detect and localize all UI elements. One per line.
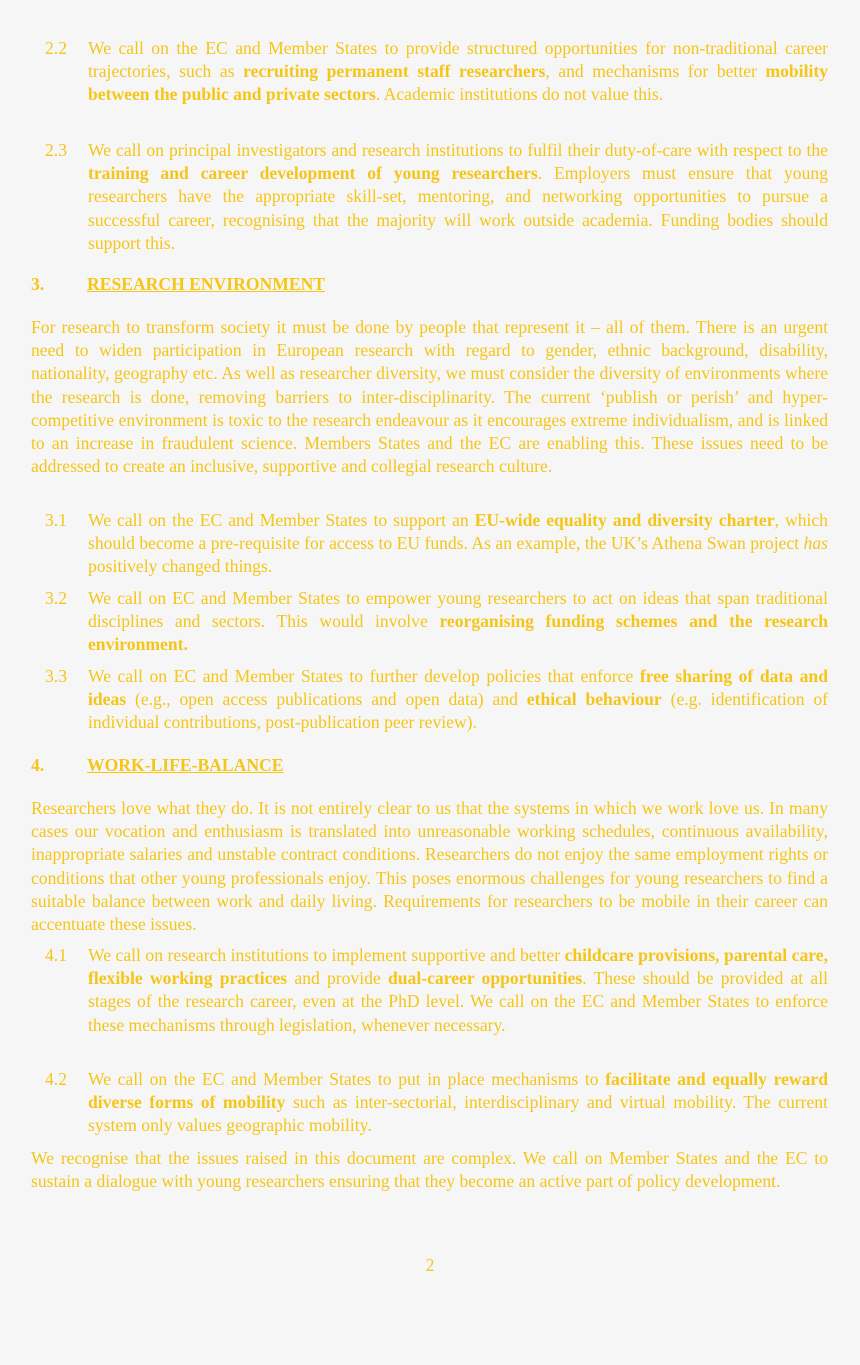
- text-run: We call on research institutions to implement supportive and better: [88, 945, 565, 965]
- item-number: 2.2: [45, 38, 67, 58]
- section-heading-3: [31, 273, 325, 296]
- item-text: [88, 944, 828, 1037]
- bold-phrase: mobility between the public and private sectors: [88, 61, 828, 105]
- text-run: positively changed things.: [88, 556, 273, 577]
- item-text: [88, 1068, 828, 1138]
- text-run: and provide: [287, 968, 388, 989]
- text-run: We call on the EC and Member States to provide structured opportunities for non-traditional career trajectories, such as: [88, 38, 828, 82]
- list-item-3-2: [31, 587, 828, 657]
- list-item-3-1: [31, 509, 828, 579]
- bold-phrase: recruiting permanent staff researchers: [243, 61, 546, 82]
- list-item-4-1: [31, 944, 828, 1037]
- bold-phrase: free sharing of data and ideas: [88, 666, 829, 710]
- text-run: (e.g., open access publications and open data) and: [126, 689, 527, 710]
- item-number: 4.1: [45, 945, 67, 965]
- text-run: We call on the EC and Member States to support an: [88, 510, 475, 530]
- item-number: 3.1: [45, 510, 67, 530]
- item-text: [88, 139, 828, 255]
- item-text: [88, 37, 828, 107]
- closing-paragraph: We recognise that the issues raised in this document are complex. We call on Member States and the EC to sustain a dialogue with young researchers ensuring that they become an active part of policy development.: [31, 1148, 828, 1192]
- text-run: such as inter-sectorial, interdisciplinary and virtual mobility. The current system only values geographic mobility.: [88, 1092, 828, 1136]
- text-run: . These should be provided at all stages of the research career, even at the PhD level. We call on the EC and Member States to enforce these mechanisms through legislation, whenever necessary.: [88, 968, 828, 1035]
- text-run: We call on the EC and Member States to put in place mechanisms to: [88, 1069, 606, 1089]
- item-number: 3.2: [45, 588, 67, 608]
- page-number: 2: [425, 1255, 435, 1275]
- bold-phrase: childcare provisions, parental care, flexible working practices: [88, 945, 828, 989]
- item-number: 2.3: [45, 140, 67, 160]
- item-number: 4.2: [45, 1069, 67, 1089]
- text-run: . Academic institutions do not value this.: [375, 84, 664, 105]
- section-title: RESEARCH ENVIRONMENT: [87, 274, 326, 294]
- item-text: [88, 665, 828, 735]
- bold-phrase: dual-career opportunities: [387, 968, 583, 989]
- bold-phrase: training and career development of young researchers: [88, 163, 538, 184]
- text-run: (e.g. identification of individual contributions, post-publication peer review).: [88, 689, 829, 733]
- italic-phrase: has: [803, 533, 828, 554]
- item-text: [88, 587, 828, 657]
- text-run: . Employers must ensure that young researchers have the appropriate skill-set, mentoring, and networking opportunities to pursue a successful career, recognising that the majority will work outside academia. Funding bodies should support this.: [88, 163, 828, 253]
- paragraph-work-life-balance: Researchers love what they do. It is not entirely clear to us that the systems in which we work love us. In many cases our vocation and enthusiasm is translated into unreasonable working schedules, continuous availability, inappropriate salaries and unstable contract conditions. Researchers do not enjoy the same employment rights or conditions that other young professionals enjoy. This poses enormous challenges for young researchers to find a suitable balance between work and daily living. Requirements for researchers to be mobile in their career can accentuate these issues.: [31, 798, 828, 935]
- bold-phrase: reorganising funding schemes and the research environment.: [88, 611, 828, 655]
- list-item-2-3: [31, 139, 828, 255]
- text-run: We call on EC and Member States to empower young researchers to act on ideas that span traditional disciplines and sectors. This would involve: [88, 588, 828, 632]
- list-item-2-2: [31, 37, 828, 107]
- list-item-4-2: [31, 1068, 828, 1138]
- bold-phrase: ethical behaviour: [526, 689, 662, 710]
- text-run: We call on EC and Member States to further develop policies that enforce: [88, 666, 640, 686]
- paragraph-research-environment: For research to transform society it must be done by people that represent it – all of them. There is an urgent need to widen participation in European research with regard to gender, ethnic background, disability, nationality, geography etc. As well as researcher diversity, we must consider the diversity of environments where the research is done, removing barriers to inter-disciplinarity. The current ‘publish or perish’ and hyper-competitive environment is toxic to the research endeavour as it encourages extreme individualism, and is linked to an increase in fraudulent science. Members States and the EC are enabling this. These issues need to be addressed to create an inclusive, supportive and collegial research culture.: [31, 317, 828, 477]
- section-title: WORK-LIFE-BALANCE: [87, 755, 284, 775]
- bold-phrase: facilitate and equally reward diverse forms of mobility: [88, 1069, 828, 1113]
- item-number: 3.3: [45, 666, 67, 686]
- text-run: , and mechanisms for better: [545, 61, 766, 82]
- bold-phrase: EU-wide equality and diversity charter: [474, 510, 775, 530]
- section-number: 3.: [31, 274, 45, 294]
- text-run: , which should become a pre-requisite for access to EU funds. As an example, the UK’s Athena Swan project: [88, 510, 828, 554]
- item-text: [88, 509, 828, 579]
- text-run: We call on principal investigators and research institutions to fulfil their duty-of-care with respect to the: [88, 140, 828, 160]
- section-number: 4.: [31, 755, 45, 775]
- section-heading-4: [31, 754, 283, 777]
- list-item-3-3: [31, 665, 828, 735]
